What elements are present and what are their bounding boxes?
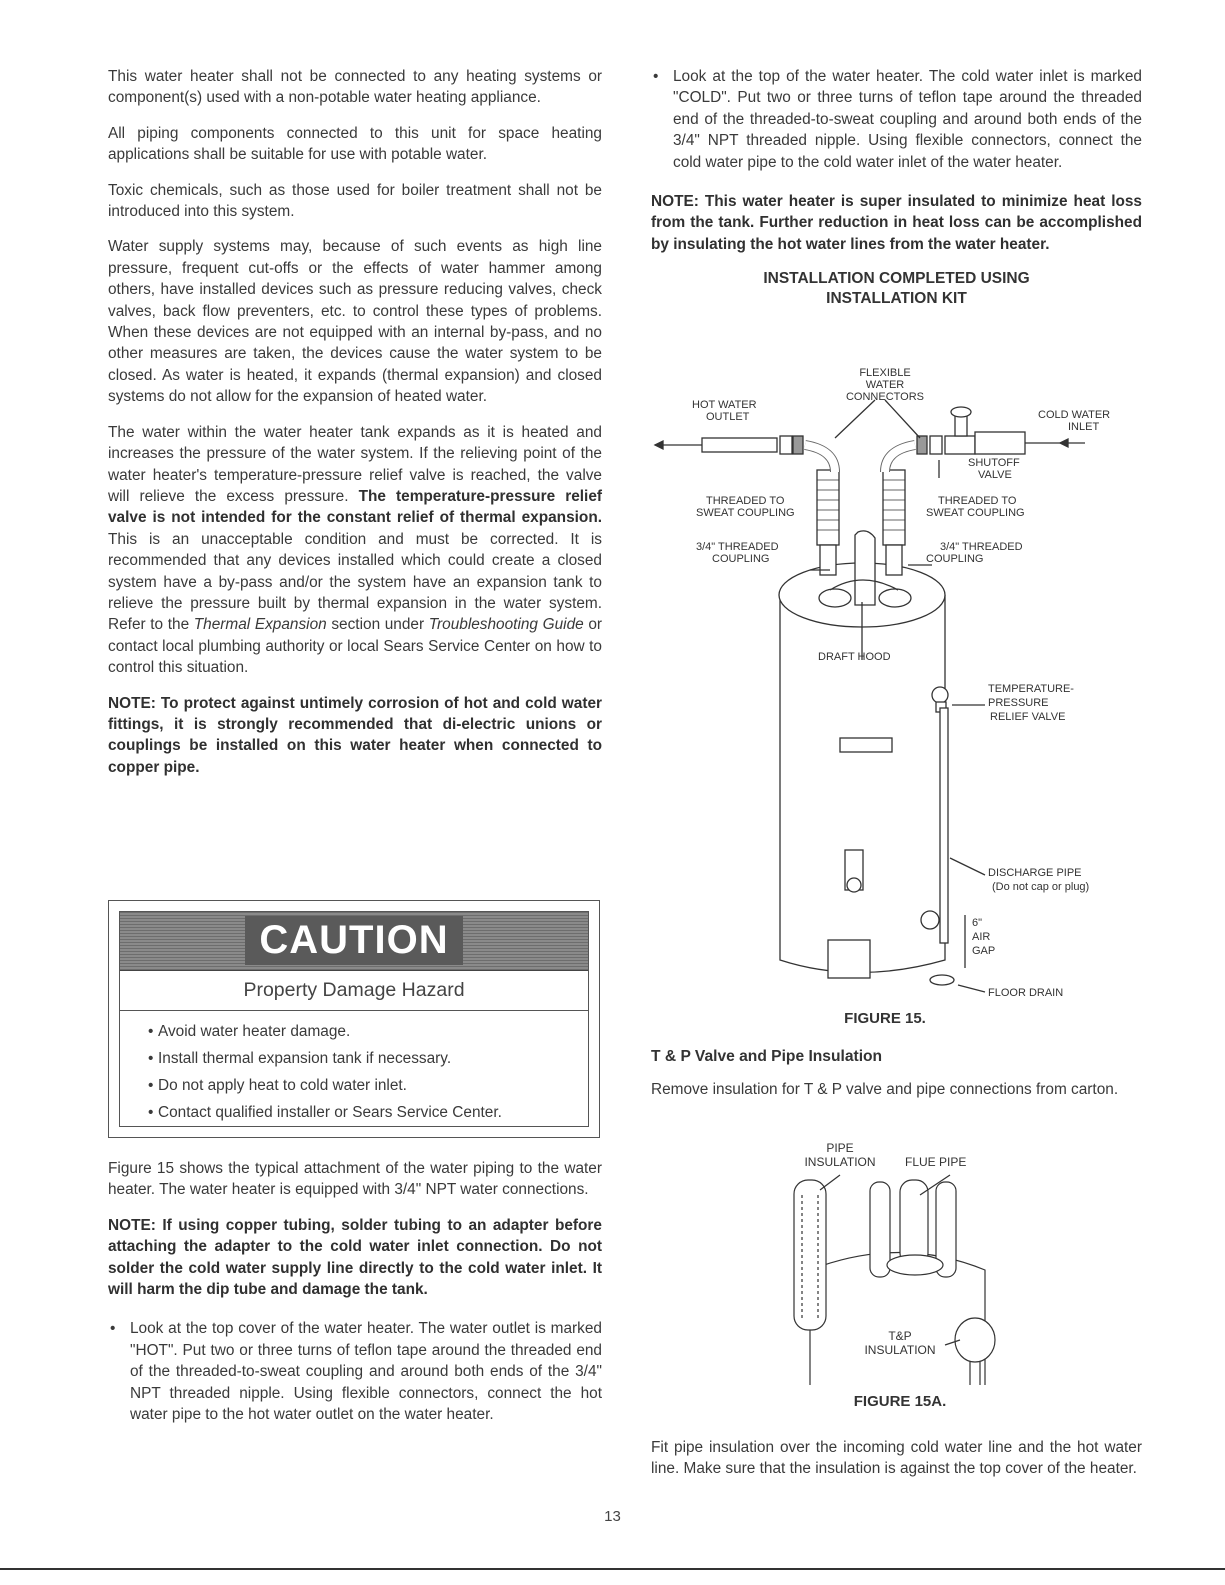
caution-item: • Contact qualified installer or Sears Service Center. (158, 1102, 588, 1124)
label-draft-hood: DRAFT HOOD (818, 651, 891, 663)
figure-15a-diagram (780, 1140, 1020, 1385)
note-corrosion: NOTE: To protect against untimely corrosion of hot and cold water fittings, it is strongly recommended that di-electric unions or couplings be installed on this water heater when connected to copper pipe. (108, 694, 602, 776)
label-6in: 6" (972, 917, 983, 929)
bullet-cold-water: • Look at the top of the water heater. The cold water inlet is marked "COLD". Put two or three turns of teflon tape around the threaded end of the threaded-to-sweat coupling and around both ends of the 3/4" NPT threaded nipple. Using flexible connectors, connect the cold water pipe to the cold water inlet of the water heater. (651, 66, 1142, 173)
label-flexible: FLEXIBLE (859, 367, 911, 379)
paragraph: Remove insulation for T & P valve and pipe connections from carton. (651, 1081, 1119, 1099)
caution-box (108, 900, 600, 1138)
label-connectors: CONNECTORS (845, 391, 925, 403)
paragraph: This water heater shall not be connected to any heating systems or component(s) used with a non-potable water heating appliance. (108, 68, 602, 107)
figure-15-caption: FIGURE 15. (844, 1010, 926, 1027)
caution-subtitle: Property Damage Hazard (120, 971, 588, 1011)
label-do-not-cap: (Do not cap or plug) (992, 881, 1090, 893)
figure-15-diagram (640, 360, 1140, 1010)
label-threaded-coupling-right: 3/4" THREADED (940, 541, 1023, 553)
label-valve: VALVE (978, 469, 1012, 481)
diagram-title (651, 269, 1142, 309)
italic-text: Thermal Expansion (193, 616, 327, 634)
bullet-hot-water: • Look at the top cover of the water heater. The water outlet is marked "HOT". Put two or three turns of teflon tape around the threaded end of the threaded-to-sweat coupling and around both ends of the 3/4" NPT threaded nipple. Using flexible connectors, connect the hot water pipe to the hot water outlet on the water heater. (108, 1318, 602, 1425)
right-column-bottom (651, 1437, 1142, 1494)
italic-text: Troubleshooting Guide (428, 616, 584, 634)
label-insulation: INSULATION (804, 1155, 876, 1169)
label-floor-drain: FLOOR DRAIN (988, 987, 1064, 999)
bold-text: The temperature-pressure relief valve is not intended for the constant relief of thermal expansion. (108, 487, 603, 527)
label-threaded-to-left: THREADED TO (706, 495, 785, 507)
label-tp-insulation: INSULATION (864, 1343, 936, 1357)
label-outlet: OUTLET (706, 411, 750, 423)
caution-item: • Do not apply heat to cold water inlet. (158, 1075, 588, 1097)
text: The water within the water heater tank expands as it is heated and increases the pressure of the water system. If the relieving point of the water heater's temperature-pressure relief valve is reached, the valve will relieve the excess pressure. (108, 423, 602, 505)
left-column-lower (108, 1158, 602, 1439)
diagram-title-line: INSTALLATION KIT (826, 290, 967, 308)
label-relief-valve: RELIEF VALVE (990, 711, 1066, 723)
label-threaded-coupling-left: 3/4" THREADED (696, 541, 779, 553)
paragraph: Figure 15 shows the typical attachment of the water piping to the water heater. The water heater is equipped with 3/4" NPT water connections. (108, 1160, 602, 1199)
label-coupling-left: COUPLING (712, 553, 770, 565)
text: or contact local plumbing authority or local Sears Service Center on how to control this situation. (108, 616, 603, 677)
label-gap: GAP (972, 945, 996, 957)
label-coupling-right: COUPLING (926, 553, 984, 565)
label-sweat-coupling-right: SWEAT COUPLING (926, 507, 1025, 519)
caution-item: • Install thermal expansion tank if necessary. (158, 1048, 588, 1070)
text: section under (331, 616, 425, 634)
label-pipe: PIPE (826, 1141, 854, 1155)
label-flue-pipe: FLUE PIPE (905, 1155, 967, 1169)
footer-rule (0, 1568, 1225, 1570)
note-copper-tubing: NOTE: If using copper tubing, solder tubing to an adapter before attaching the adapter to the cold water inlet connection. Do not solder the cold water supply line directly to the cold water inlet. It will harm the dip tube and damage the tank. (108, 1216, 602, 1299)
label-tp: T&P (888, 1329, 912, 1343)
caution-list (120, 1011, 588, 1124)
note-insulation: NOTE: This water heater is super insulated to minimize heat loss from the tank. Further reduction in heat loss can be accomplished by insulating the hot water lines from the water heater. (651, 193, 1142, 253)
label-temperature: TEMPERATURE- (988, 683, 1074, 695)
paragraph-thermal-expansion (108, 422, 602, 679)
label-air: AIR (972, 931, 991, 943)
caution-item: • Avoid water heater damage. (158, 1021, 588, 1043)
section-heading-tp-valve: T & P Valve and Pipe Insulation (651, 1048, 883, 1065)
label-water: WATER (865, 379, 905, 391)
caution-inner (119, 911, 589, 1127)
label-inlet: INLET (1068, 421, 1100, 433)
paragraph: Water supply systems may, because of such events as high line pressure, frequent cut-offs or the effects of water hammer among others, have installed devices such as pressure reducing valves, check valves, back flow preventers, etc. to control these types of problems. When these devices are not equipped with an internal by-pass, and no other measures are taken, the devices cause the water system to be closed. As water is heated, it expands (thermal expansion) and closed systems do not allow for the expansion of heated water. (108, 238, 602, 406)
label-hot-water: HOT WATER (692, 399, 757, 411)
diagram-title-line: INSTALLATION COMPLETED USING (763, 270, 1030, 288)
text: This is an unacceptable condition and must be corrected. It is recommended that any devices installed which could create a closed system have a by-pass and/or the system have an expansion tank to relieve the pressure built by thermal expansion in the water system. Refer to the (108, 530, 602, 634)
caution-header (120, 912, 588, 971)
caution-word: CAUTION (245, 916, 462, 965)
paragraph: All piping components connected to this unit for space heating applications shall be suitable for use with potable water. (108, 124, 602, 164)
label-cold-water: COLD WATER (1038, 409, 1111, 421)
label-discharge-pipe: DISCHARGE PIPE (988, 867, 1082, 879)
label-threaded-to-right: THREADED TO (938, 495, 1017, 507)
left-column (108, 66, 602, 792)
figure-15a-caption: FIGURE 15A. (853, 1393, 947, 1410)
right-column-lower (651, 1046, 1142, 1115)
label-shutoff: SHUTOFF (968, 457, 1020, 469)
page-number: 13 (604, 1508, 621, 1525)
paragraph: Toxic chemicals, such as those used for boiler treatment shall not be introduced into this system. (108, 181, 602, 221)
label-sweat-coupling-left: SWEAT COUPLING (696, 507, 795, 519)
paragraph: Fit pipe insulation over the incoming cold water line and the hot water line. Make sure that the insulation is against the top cover of the heater. (651, 1439, 1142, 1478)
label-pressure: PRESSURE (988, 697, 1049, 709)
right-column (651, 66, 1142, 309)
